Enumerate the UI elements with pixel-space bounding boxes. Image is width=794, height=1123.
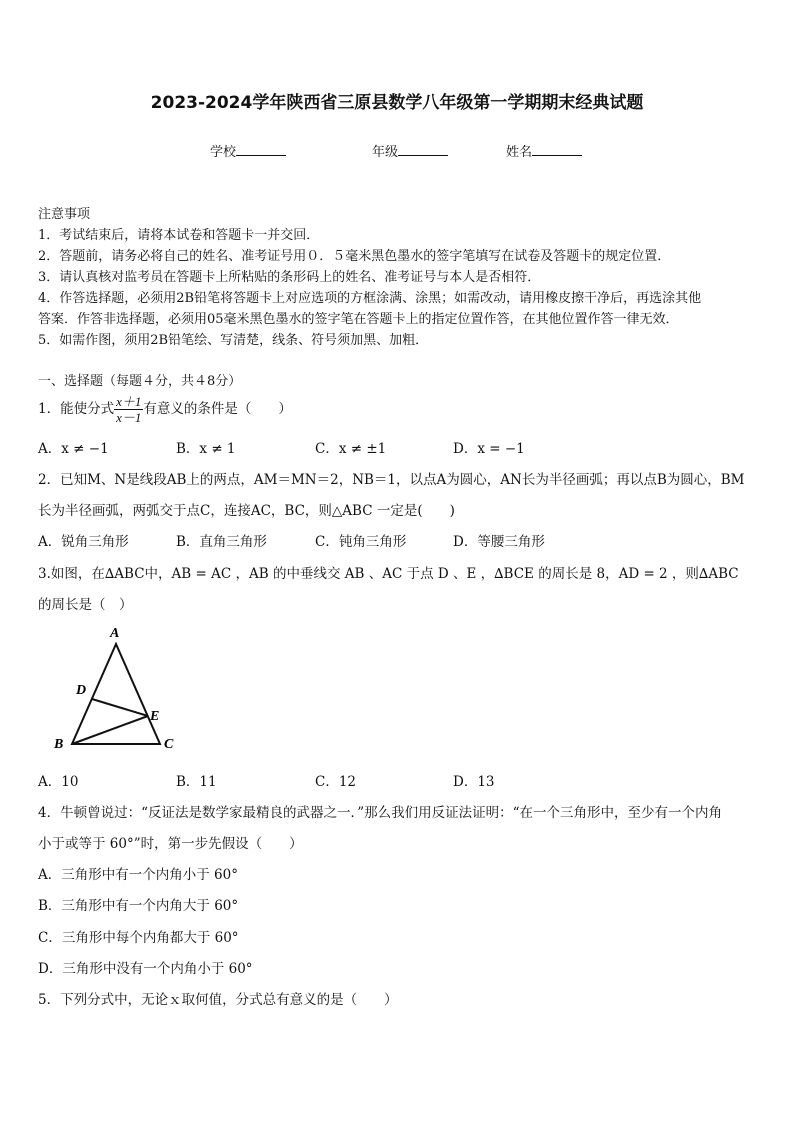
note-item: 3．请认真核对监考员在答题卡上所粘贴的条形码上的姓名、准考证号与本人是否相符．: [38, 270, 541, 285]
q1-suffix: 有意义的条件是（ ）: [143, 401, 292, 417]
note-item: 2．答题前，请务必将自己的姓名、准考证号用０．５毫米黑色墨水的签字笔填写在试卷及答题卡的规定位置．: [38, 249, 671, 264]
q2-option-d: D．等腰三角形: [453, 534, 545, 550]
label-c: C: [164, 737, 174, 752]
question-5-line-1: 5．下列分式中，无论ｘ取何值，分式总有意义的是（ ）: [38, 992, 398, 1008]
name-label: 姓名: [506, 145, 533, 160]
q3-option-b: B．11: [176, 774, 217, 790]
q1-option-d: D．x = −1: [453, 441, 525, 457]
q4-option-a: A．三角形中有一个内角小于 60°: [38, 867, 238, 883]
grade-blank: [398, 143, 448, 156]
label-d: D: [76, 683, 87, 698]
q4-option-b: B．三角形中有一个内角大于 60°: [38, 898, 239, 914]
label-b: B: [54, 737, 64, 752]
q2-option-a: A．锐角三角形: [38, 534, 129, 550]
grade-label: 年级: [372, 145, 399, 160]
q2-option-b: B．直角三角形: [176, 534, 267, 550]
note-item: 答案．作答非选择题，必须用05毫米黑色墨水的签字笔在答题卡上的指定位置作答，在其他位置作答一律无效．: [38, 312, 679, 327]
notes-heading: 注意事项: [38, 207, 91, 222]
q4-option-d: D．三角形中没有一个内角小于 60°: [38, 961, 253, 977]
q1-option-c: C．x ≠ ±1: [315, 441, 387, 457]
q2-option-c: C．钝角三角形: [315, 534, 407, 550]
grade-field: [372, 141, 448, 160]
label-e: E: [150, 709, 160, 724]
question-3-line-2: 的周长是（ ）: [38, 597, 133, 613]
school-blank: [236, 143, 286, 156]
note-item: 4．作答选择题，必须用2B铅笔将答题卡上对应选项的方框涂满、涂黑；如需改动，请用橡皮擦干净后，再选涂其他: [38, 291, 702, 306]
question-2-line-2: 长为半径画弧，两弧交于点C，连接AC，BC，则△ABC 一定是( ): [38, 503, 455, 519]
question-4-line-1: 4．牛顿曾说过：“反证法是数学家最精良的武器之一．”那么我们用反证法证明：“在一个三角形中，至少有一个内角: [38, 805, 723, 821]
note-item: 5．如需作图，须用2B铅笔绘、写清楚，线条、符号须加黑、加粗．: [38, 333, 429, 348]
question-4-line-2: 小于或等于 60°”时，第一步先假设（ ）: [38, 836, 303, 852]
note-item: 1．考试结束后，请将本试卷和答题卡一并交回．: [38, 228, 320, 243]
school-label: 学校: [210, 145, 237, 160]
q4-option-c: C．三角形中每个内角都大于 60°: [38, 930, 239, 946]
q1-frac-numerator: x＋1: [116, 394, 142, 409]
q3-option-c: C．12: [315, 774, 357, 790]
q3-option-d: D．13: [453, 774, 495, 790]
q3-option-a: A．10: [38, 774, 79, 790]
triangle-figure: [40, 620, 200, 760]
page-title: 2023-2024学年陕西省三原县数学八年级第一学期期末经典试题: [150, 93, 644, 113]
q1-prefix: 1．能使分式: [38, 401, 115, 417]
q1-frac-denominator: x－1: [116, 410, 142, 425]
question-2-line-1: 2．已知M、N是线段AB上的两点，AM＝MN＝2，NB＝1，以点A为圆心，AN长为半径画弧；再以点B为圆心，BM: [38, 472, 745, 488]
q1-option-b: B．x ≠ 1: [176, 441, 236, 457]
question-3-line-1: 3.如图，在∆ABC中，AB = AC ，AB 的中垂线交 AB 、AC 于点 D 、E ，∆BCE 的周长是 8，AD = 2 ，则∆ABC: [38, 566, 739, 582]
q1-fraction: [114, 394, 143, 425]
label-a: A: [110, 626, 120, 641]
section-heading: 一、选择题（每题４分，共４8分）: [38, 374, 242, 389]
segment-de: [92, 699, 148, 716]
q1-option-a: A．x ≠ −1: [38, 441, 109, 457]
name-field: [506, 141, 582, 160]
question-1: [38, 390, 292, 428]
name-blank: [532, 143, 582, 156]
school-field: [210, 141, 286, 160]
